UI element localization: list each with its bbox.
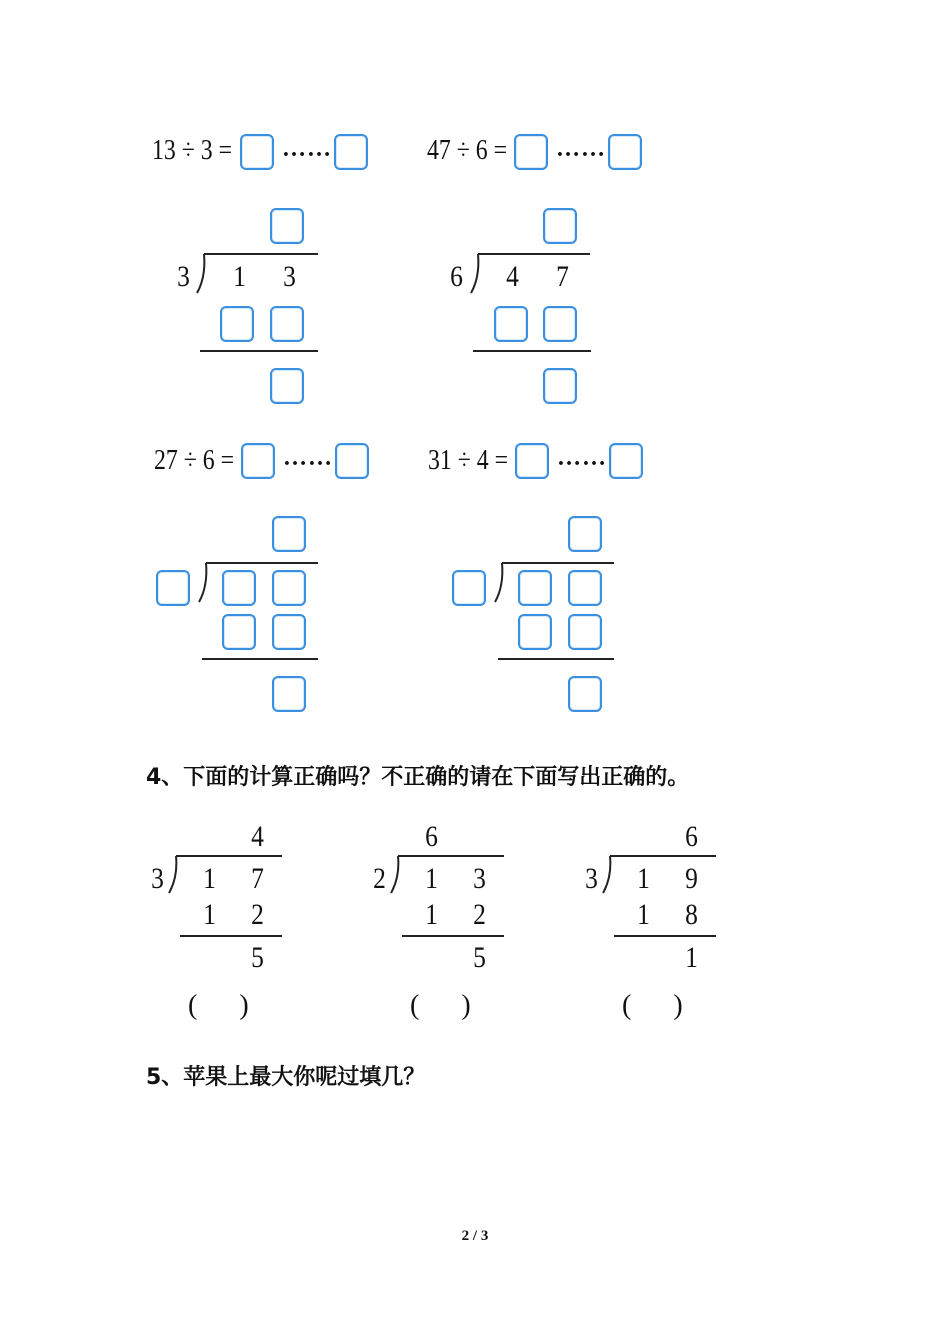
product-ones-box[interactable] bbox=[543, 306, 577, 342]
long-division-quotient-box[interactable] bbox=[543, 208, 577, 244]
subtraction-line bbox=[402, 935, 504, 937]
equation-13-div-3: 13 ÷ 3 = bbox=[152, 135, 233, 166]
remainder-answer-box[interactable] bbox=[608, 134, 642, 170]
dividend-digit-ones: 3 bbox=[283, 260, 296, 293]
check-divisor: 2 bbox=[373, 862, 386, 895]
division-bracket bbox=[602, 855, 718, 895]
check-dividend-ones: 9 bbox=[685, 862, 698, 895]
remainder-box[interactable] bbox=[568, 676, 602, 712]
check-dividend-tens: 1 bbox=[203, 862, 216, 895]
dividend-ones-box[interactable] bbox=[272, 570, 306, 606]
check-product-ones: 8 bbox=[685, 898, 698, 931]
remainder-dots: …… bbox=[557, 445, 607, 471]
question-4-text: 4、下面的计算正确吗？不正确的请在下面写出正确的。 bbox=[146, 765, 690, 790]
long-division-quotient-box[interactable] bbox=[272, 516, 306, 552]
dividend-ones-box[interactable] bbox=[568, 570, 602, 606]
product-ones-box[interactable] bbox=[272, 614, 306, 650]
subtraction-line bbox=[202, 658, 318, 660]
remainder-dots: …… bbox=[283, 445, 333, 471]
check-divisor: 3 bbox=[151, 862, 164, 895]
subtraction-line bbox=[614, 935, 716, 937]
check-remainder: 5 bbox=[473, 941, 486, 974]
product-tens-box[interactable] bbox=[518, 614, 552, 650]
quotient-answer-box[interactable] bbox=[515, 443, 549, 479]
subtraction-line bbox=[498, 658, 614, 660]
question-5-text: 5、苹果上最大你呢过填几？ bbox=[146, 1065, 426, 1090]
remainder-answer-box[interactable] bbox=[334, 134, 368, 170]
quotient-answer-box[interactable] bbox=[241, 443, 275, 479]
dividend-digit-tens: 4 bbox=[506, 260, 519, 293]
remainder-dots: …… bbox=[556, 136, 606, 162]
remainder-answer-box[interactable] bbox=[609, 443, 643, 479]
remainder-answer-box[interactable] bbox=[335, 443, 369, 479]
divisor-box[interactable] bbox=[452, 570, 486, 606]
dividend-tens-box[interactable] bbox=[222, 570, 256, 606]
check-dividend-ones: 7 bbox=[251, 862, 264, 895]
product-tens-box[interactable] bbox=[220, 306, 254, 342]
subtraction-line bbox=[473, 350, 591, 352]
check-product-ones: 2 bbox=[473, 898, 486, 931]
division-bracket bbox=[196, 253, 320, 295]
check-quotient: 6 bbox=[425, 820, 438, 853]
answer-parentheses[interactable]: ( ) bbox=[622, 990, 683, 1021]
remainder-box[interactable] bbox=[272, 676, 306, 712]
check-divisor: 3 bbox=[585, 862, 598, 895]
divisor-box[interactable] bbox=[156, 570, 190, 606]
product-tens-box[interactable] bbox=[222, 614, 256, 650]
long-division-quotient-box[interactable] bbox=[270, 208, 304, 244]
divisor-digit: 6 bbox=[450, 260, 463, 293]
check-product-tens: 1 bbox=[203, 898, 216, 931]
dividend-tens-box[interactable] bbox=[518, 570, 552, 606]
check-quotient: 6 bbox=[685, 820, 698, 853]
check-remainder: 1 bbox=[685, 941, 698, 974]
answer-parentheses[interactable]: ( ) bbox=[188, 990, 249, 1021]
equation-31-div-4: 31 ÷ 4 = bbox=[428, 445, 509, 476]
product-ones-box[interactable] bbox=[568, 614, 602, 650]
dividend-digit-ones: 7 bbox=[556, 260, 569, 293]
long-division-quotient-box[interactable] bbox=[568, 516, 602, 552]
division-bracket bbox=[168, 855, 284, 895]
check-product-tens: 1 bbox=[637, 898, 650, 931]
division-bracket bbox=[470, 253, 592, 295]
page-number: 2 / 3 bbox=[461, 1228, 489, 1244]
quotient-answer-box[interactable] bbox=[240, 134, 274, 170]
dividend-digit-tens: 1 bbox=[233, 260, 246, 293]
quotient-answer-box[interactable] bbox=[514, 134, 548, 170]
remainder-box[interactable] bbox=[270, 368, 304, 404]
check-dividend-ones: 3 bbox=[473, 862, 486, 895]
equation-47-div-6: 47 ÷ 6 = bbox=[427, 135, 508, 166]
remainder-box[interactable] bbox=[543, 368, 577, 404]
check-quotient: 4 bbox=[251, 820, 264, 853]
division-bracket bbox=[390, 855, 506, 895]
product-ones-box[interactable] bbox=[270, 306, 304, 342]
check-product-tens: 1 bbox=[425, 898, 438, 931]
equation-27-div-6: 27 ÷ 6 = bbox=[154, 445, 235, 476]
subtraction-line bbox=[180, 935, 282, 937]
check-product-ones: 2 bbox=[251, 898, 264, 931]
check-remainder: 5 bbox=[251, 941, 264, 974]
check-dividend-tens: 1 bbox=[425, 862, 438, 895]
check-dividend-tens: 1 bbox=[637, 862, 650, 895]
divisor-digit: 3 bbox=[177, 260, 190, 293]
product-tens-box[interactable] bbox=[494, 306, 528, 342]
remainder-dots: …… bbox=[282, 136, 332, 162]
answer-parentheses[interactable]: ( ) bbox=[410, 990, 471, 1021]
subtraction-line bbox=[200, 350, 318, 352]
